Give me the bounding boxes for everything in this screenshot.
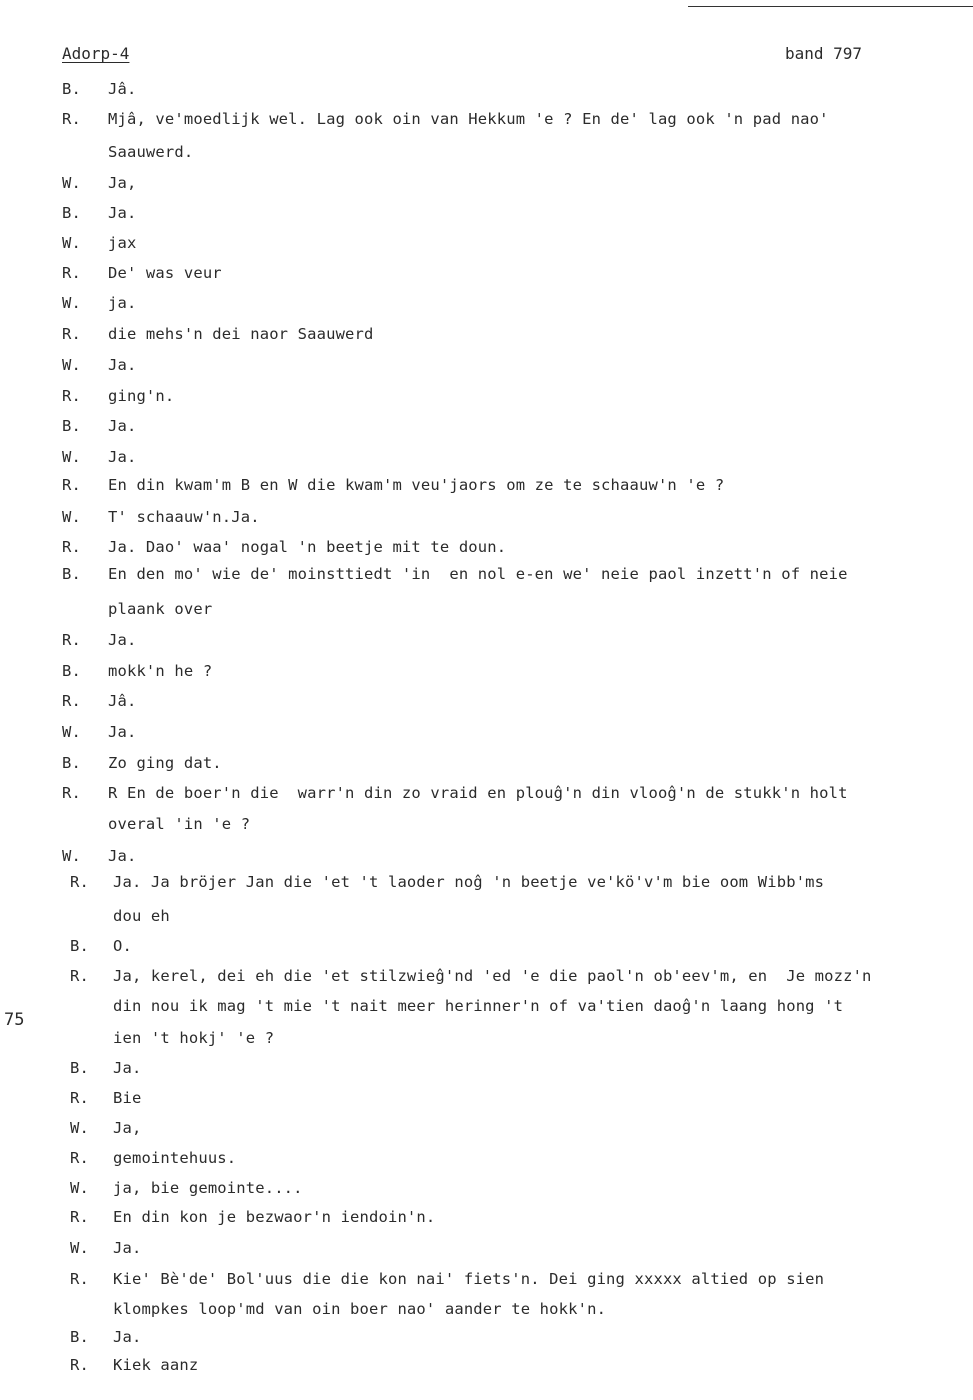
utterance-text: Ja. Dao' waa' nogal 'n beetje mit te doun.: [108, 538, 507, 556]
utterance-text: klompkes loop'md van oin boer nao' aander te hokk'n.: [113, 1300, 607, 1318]
speaker-label: B.: [70, 937, 89, 955]
utterance-text: din nou ik mag 't mie 't nait meer herinner'n of va'tien daoĝ'n laang hong 't: [113, 997, 844, 1015]
speaker-label: B.: [70, 1059, 89, 1077]
utterance-text: ging'n.: [108, 387, 175, 405]
utterance-text: Ja.: [113, 1059, 142, 1077]
utterance-text: Jâ.: [108, 692, 137, 710]
utterance-text: En din kon je bezwaor'n iendoin'n.: [113, 1208, 436, 1226]
speaker-label: B.: [70, 1328, 89, 1346]
utterance-text: T' schaauw'n.Ja.: [108, 508, 260, 526]
tape-number: band 797: [785, 44, 863, 63]
utterance-text: O.: [113, 937, 132, 955]
utterance-text: Ja.: [108, 847, 137, 865]
top-rule: [688, 6, 973, 7]
speaker-label: R.: [62, 325, 81, 343]
utterance-text: die mehs'n dei naor Saauwerd: [108, 325, 374, 343]
speaker-label: B.: [62, 417, 81, 435]
utterance-text: Saauwerd.: [108, 143, 194, 161]
utterance-text: gemointehuus.: [113, 1149, 237, 1167]
utterance-text: Ja.: [113, 1239, 142, 1257]
utterance-text: ja.: [108, 294, 137, 312]
utterance-text: Ja,: [113, 1119, 142, 1137]
speaker-label: R.: [62, 784, 81, 802]
utterance-text: Bie: [113, 1089, 142, 1107]
speaker-label: W.: [70, 1239, 89, 1257]
utterance-text: jax: [108, 234, 137, 252]
speaker-label: W.: [62, 723, 81, 741]
speaker-label: R.: [62, 476, 81, 494]
margin-page-number: 75: [4, 1010, 25, 1030]
speaker-label: R.: [70, 873, 89, 891]
speaker-label: W.: [62, 294, 81, 312]
speaker-label: R.: [70, 1089, 89, 1107]
speaker-label: R.: [62, 110, 81, 128]
utterance-text: ja, bie gemointe....: [113, 1179, 303, 1197]
utterance-text: Ja.: [108, 356, 137, 374]
speaker-label: R.: [62, 538, 81, 556]
speaker-label: R.: [62, 692, 81, 710]
utterance-text: Ja.: [108, 723, 137, 741]
speaker-label: W.: [62, 448, 81, 466]
utterance-text: dou eh: [113, 907, 170, 925]
speaker-label: R.: [70, 1356, 89, 1374]
speaker-label: B.: [62, 754, 81, 772]
utterance-text: mokk'n he ?: [108, 662, 213, 680]
speaker-label: W.: [62, 174, 81, 192]
utterance-text: Ja.: [108, 417, 137, 435]
speaker-label: W.: [62, 356, 81, 374]
document-title: Adorp-4: [62, 44, 130, 63]
utterance-text: Mjâ, ve'moedlijk wel. Lag ook oin van Hekkum 'e ? En de' lag ook 'n pad nao': [108, 110, 829, 128]
speaker-label: R.: [70, 1270, 89, 1288]
speaker-label: R.: [62, 631, 81, 649]
speaker-label: B.: [62, 80, 81, 98]
speaker-label: W.: [70, 1119, 89, 1137]
utterance-text: Ja.: [113, 1328, 142, 1346]
speaker-label: B.: [62, 565, 81, 583]
utterance-text: Ja. Ja bröjer Jan die 'et 't laoder noĝ 'n beetje ve'kö'v'm bie oom Wibb'ms: [113, 873, 825, 891]
speaker-label: R.: [70, 1208, 89, 1226]
utterance-text: En din kwam'm B en W die kwam'm veu'jaors om ze te schaauw'n 'e ?: [108, 476, 725, 494]
speaker-label: R.: [62, 264, 81, 282]
utterance-text: R En de boer'n die warr'n din zo vraid en plouĝ'n din vlooĝ'n de stukk'n holt: [108, 784, 848, 802]
utterance-text: Ja,: [108, 174, 137, 192]
utterance-text: ien 't hokj' 'e ?: [113, 1029, 275, 1047]
utterance-text: Zo ging dat.: [108, 754, 222, 772]
speaker-label: W.: [70, 1179, 89, 1197]
speaker-label: W.: [62, 234, 81, 252]
utterance-text: Ja, kerel, dei eh die 'et stilzwieĝ'nd 'ed 'e die paol'n ob'eev'm, en Je mozz'n: [113, 967, 872, 985]
speaker-label: B.: [62, 662, 81, 680]
utterance-text: Kiek aanz: [113, 1356, 199, 1374]
utterance-text: De' was veur: [108, 264, 222, 282]
speaker-label: R.: [62, 387, 81, 405]
speaker-label: R.: [70, 1149, 89, 1167]
speaker-label: W.: [62, 847, 81, 865]
utterance-text: Ja.: [108, 631, 137, 649]
utterance-text: overal 'in 'e ?: [108, 815, 251, 833]
utterance-text: Jâ.: [108, 80, 137, 98]
speaker-label: B.: [62, 204, 81, 222]
utterance-text: Ja.: [108, 204, 137, 222]
utterance-text: plaank over: [108, 600, 213, 618]
utterance-text: En den mo' wie de' moinsttiedt 'in en nol e-en we' neie paol inzett'n of neie: [108, 565, 848, 583]
utterance-text: Ja.: [108, 448, 137, 466]
utterance-text: Kie' Bè'de' Bol'uus die die kon nai' fiets'n. Dei ging xxxxx altied op sien: [113, 1270, 825, 1288]
speaker-label: W.: [62, 508, 81, 526]
speaker-label: R.: [70, 967, 89, 985]
